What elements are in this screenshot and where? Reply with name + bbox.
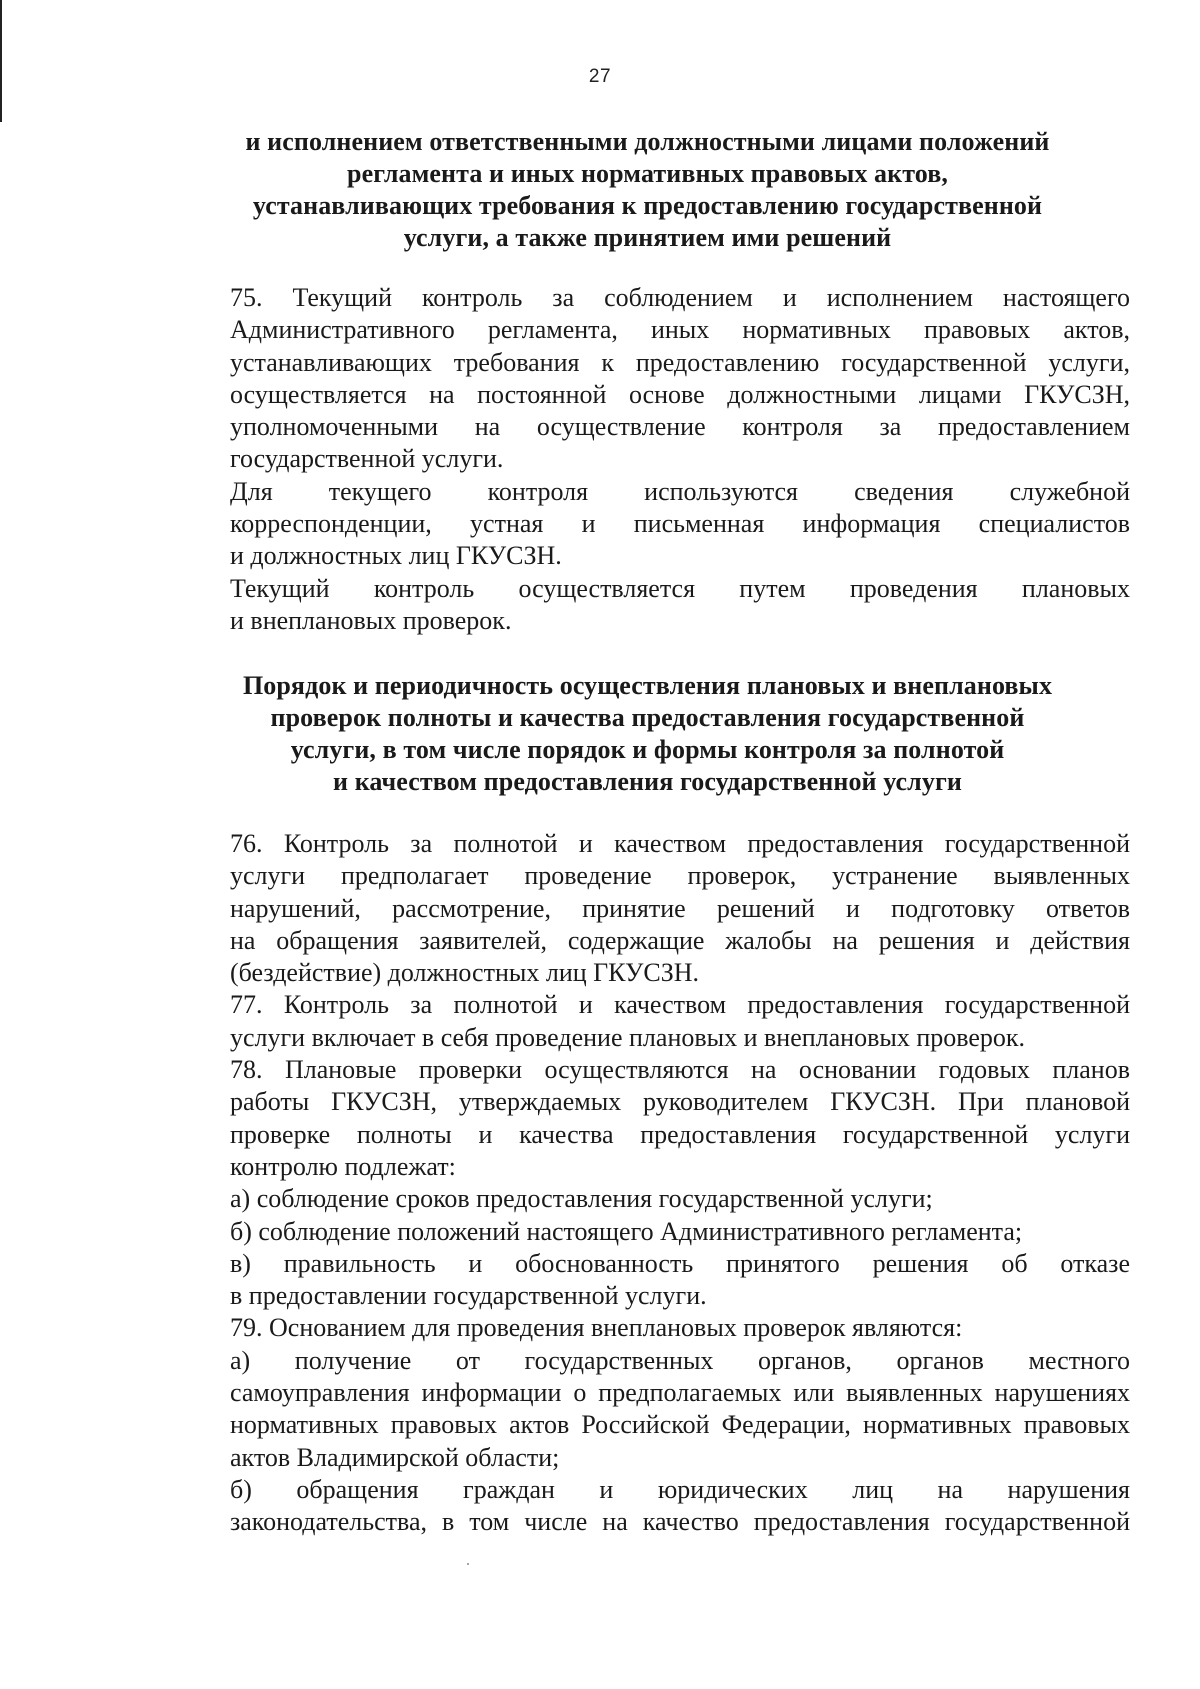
text-line: б) соблюдение положений настоящего Административного регламента;	[230, 1216, 1023, 1246]
heading-line: услуги, в том числе порядок и формы контроля за полнотой	[290, 735, 1005, 764]
page-number: 27	[588, 66, 612, 87]
paragraph	[175, 989, 1130, 1054]
text-line: 75. Текущий контроль за соблюдением и исполнением настоящего	[230, 283, 1130, 312]
text-line: актов Владимирской области;	[230, 1442, 560, 1472]
heading-line: Порядок и периодичность осуществления плановых и внеплановых	[242, 671, 1053, 700]
text-line: а) получение от государственных органов, органов местного	[230, 1345, 1130, 1375]
heading-line: устанавливающих требования к предоставлению государственной	[252, 191, 1043, 220]
text-line: в предоставлении государственной услуги.	[230, 1281, 707, 1311]
paragraph	[175, 1216, 1130, 1248]
text-line: а) соблюдение сроков предоставления государственной услуги;	[230, 1184, 933, 1214]
paragraph	[175, 1248, 1130, 1313]
scan-speck	[467, 1563, 469, 1565]
text-line: и должностных лиц ГКУСЗН.	[230, 541, 562, 571]
paragraph	[175, 476, 1130, 573]
paragraph	[175, 573, 1130, 638]
paragraph	[175, 1183, 1130, 1215]
body-block-current-control	[175, 282, 1130, 637]
paragraph	[175, 282, 1130, 476]
text-line: 79. Основанием для проведения внеплановых проверок являются:	[230, 1313, 963, 1343]
text-line: контролю подлежат:	[230, 1151, 456, 1181]
body-block-inspections	[175, 828, 1130, 1539]
paragraph	[175, 1312, 1130, 1344]
scan-edge-mark	[0, 0, 2, 122]
text-line: Для текущего контроля используются сведения служебной	[230, 476, 1130, 506]
section-heading-current-control	[170, 126, 1125, 254]
text-line: 77. Контроль за полнотой и качеством предоставления государственной	[230, 990, 1130, 1020]
text-line: государственной услуги.	[230, 444, 504, 474]
paragraph	[175, 828, 1130, 989]
text-line: Административного регламента, иных нормативных правовых актов,	[230, 315, 1130, 345]
text-line: корреспонденции, устная и письменная информация специалистов	[230, 509, 1130, 539]
text-line: проверке полноты и качества предоставления государственной услуги	[230, 1119, 1130, 1149]
text-line: уполномоченными на осуществление контроля за предоставлением	[230, 412, 1130, 442]
text-line: в) правильность и обоснованность принятого решения об отказе	[230, 1248, 1130, 1278]
heading-line: проверок полноты и качества предоставления государственной	[270, 703, 1025, 732]
heading-line: регламента и иных нормативных правовых актов,	[347, 159, 948, 188]
paragraph	[175, 1345, 1130, 1474]
text-line: осуществляется на постоянной основе должностными лицами ГКУСЗН,	[230, 379, 1130, 409]
text-line: услуги включает в себя проведение плановых и внеплановых проверок.	[230, 1022, 1026, 1052]
text-line: законодательства, в том числе на качество предоставления государственной	[230, 1507, 1130, 1537]
section-heading-inspections	[170, 670, 1125, 798]
text-line: и внеплановых проверок.	[230, 605, 512, 635]
heading-line: и качеством предоставления государственной услуги	[333, 767, 962, 796]
text-line: 76. Контроль за полнотой и качеством предоставления государственной	[230, 829, 1130, 858]
text-line: нарушений, рассмотрение, принятие решений и подготовку ответов	[230, 893, 1130, 923]
text-line: работы ГКУСЗН, утверждаемых руководителем ГКУСЗН. При плановой	[230, 1087, 1130, 1117]
paragraph	[175, 1054, 1130, 1183]
text-line: 78. Плановые проверки осуществляются на основании годовых планов	[230, 1055, 1130, 1085]
text-line: самоуправления информации о предполагаемых или выявленных нарушениях	[230, 1378, 1130, 1408]
text-line: нормативных правовых актов Российской Федерации, нормативных правовых	[230, 1410, 1130, 1440]
text-line: б) обращения граждан и юридических лиц на нарушения	[230, 1474, 1130, 1504]
heading-line: и исполнением ответственными должностными лицами положений	[245, 127, 1050, 156]
text-line: (бездействие) должностных лиц ГКУСЗН.	[230, 958, 700, 988]
text-line: услуги предполагает проведение проверок, устранение выявленных	[230, 861, 1130, 891]
paragraph	[175, 1474, 1130, 1539]
text-line: на обращения заявителей, содержащие жалобы на решения и действия	[230, 925, 1130, 955]
heading-line: услуги, а также принятием ими решений	[403, 223, 892, 252]
text-line: Текущий контроль осуществляется путем проведения плановых	[230, 573, 1130, 603]
text-line: устанавливающих требования к предоставлению государственной услуги,	[230, 347, 1130, 377]
